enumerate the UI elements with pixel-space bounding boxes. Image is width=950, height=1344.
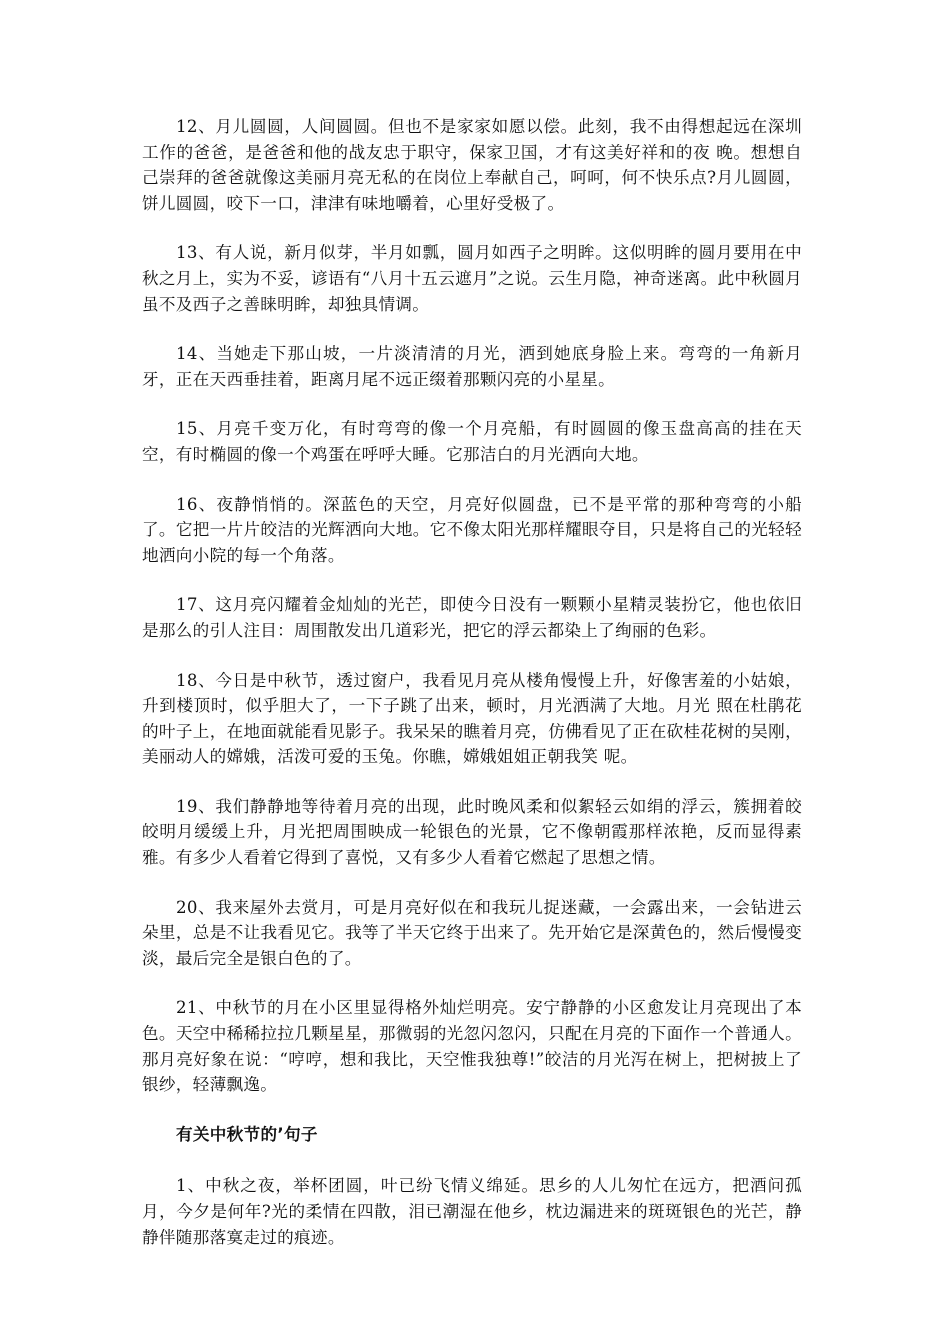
paragraph-12: 12、月儿圆圆，人间圆圆。但也不是家家如愿以偿。此刻，我不由得想起远在深圳工作的爸爸，是爸爸和他的战友忠于职守，保家卫国，才有这美好祥和的夜 晚。想想自己崇拜的爸爸就像这美丽月亮无私的在岗位上奉献自己，呵呵，何不快乐点?月儿圆圆，饼儿圆圆，咬下一口，津津有味地嚼着，心里好受极了。 [142, 117, 802, 213]
paragraph-18: 18、今日是中秋节，透过窗户，我看见月亮从楼角慢慢上升，好像害羞的小姑娘，升到楼顶时，似乎胆大了，一下子跳了出来，顿时，月光洒满了大地。月光 照在杜鹃花的叶子上，在地面就能看见影子。我呆呆的瞧着月亮，仿佛看见了正在砍桂花树的吴刚，美丽动人的嫦娥，活泼可爱的玉兔。你瞧，嫦娥姐姐正朝我笑 呢。 [142, 670, 802, 767]
paragraph-17: 17、这月亮闪耀着金灿灿的光芒，即使今日没有一颗颗小星精灵装扮它，他也依旧是那么的引人注目：周围散发出几道彩光，把它的浮云都染上了绚丽的色彩。 [142, 595, 802, 640]
section-heading: 有关中秋节的’句子 [176, 1124, 318, 1144]
paragraph-21: 21、中秋节的月在小区里显得格外灿烂明亮。安宁静静的小区愈发让月亮现出了本色。天空中稀稀拉拉几颗星星，那微弱的光忽闪忽闪，只配在月亮的下面作一个普通人。那月亮好象在说：“哼哼，想和我比，天空惟我独尊!”皎洁的月光泻在树上，把树披上了银纱，轻薄飘逸。 [142, 998, 802, 1095]
paragraph-15: 15、月亮千变万化，有时弯弯的像一个月亮船，有时圆圆的像玉盘高高的挂在天空，有时椭圆的像一个鸡蛋在呼呼大睡。它那洁白的月光洒向大地。 [142, 419, 802, 464]
paragraph-19: 19、我们静静地等待着月亮的出现，此时晚风柔和似絮轻云如绢的浮云，簇拥着皎皎明月缓缓上升，月光把周围映成一轮银色的光景，它不像朝霞那样浓艳，反而显得素雅。有多少人看着它得到了喜悦，又有多少人看着它燃起了思想之情。 [142, 796, 802, 868]
paragraph-14: 14、当她走下那山坡，一片淡清清的月光，洒到她底身脸上来。弯弯的一角新月牙，正在天西垂挂着，距离月尾不远正缀着那颗闪亮的小星星。 [142, 344, 802, 389]
paragraph-16: 16、夜静悄悄的。深蓝色的天空，月亮好似圆盘，已不是平常的那种弯弯的小船了。它把一片片皎洁的光辉洒向大地。它不像太阳光那样耀眼夺目，只是将自己的光轻轻地洒向小院的每一个角落。 [142, 494, 802, 565]
document-page [142, 114, 802, 1274]
paragraph-13: 13、有人说，新月似芽，半月如瓢，圆月如西子之明眸。这似明眸的圆月要用在中秋之月上，实为不妥，谚语有“八月十五云遮月”之说。云生月隐，神奇迷离。此中秋圆月虽不及西子之善睐明眸，却独具情调。 [142, 243, 802, 314]
paragraph-20: 20、我来屋外去赏月，可是月亮好似在和我玩儿捉迷藏，一会露出来，一会钻进云朵里，总是不让我看见它。我等了半天它终于出来了。先开始它是深黄色的，然后慢慢变淡，最后完全是银白色的了。 [142, 897, 802, 968]
section-paragraph-1: 1、中秋之夜，举杯团圆，叶已纷飞情义绵延。思乡的人儿匆忙在远方，把酒问孤月，今夕是何年?光的柔情在四散，泪已潮湿在他乡，枕边漏进来的斑斑银色的光芒，静静伴随那落寞走过的痕迹。 [142, 1176, 802, 1247]
